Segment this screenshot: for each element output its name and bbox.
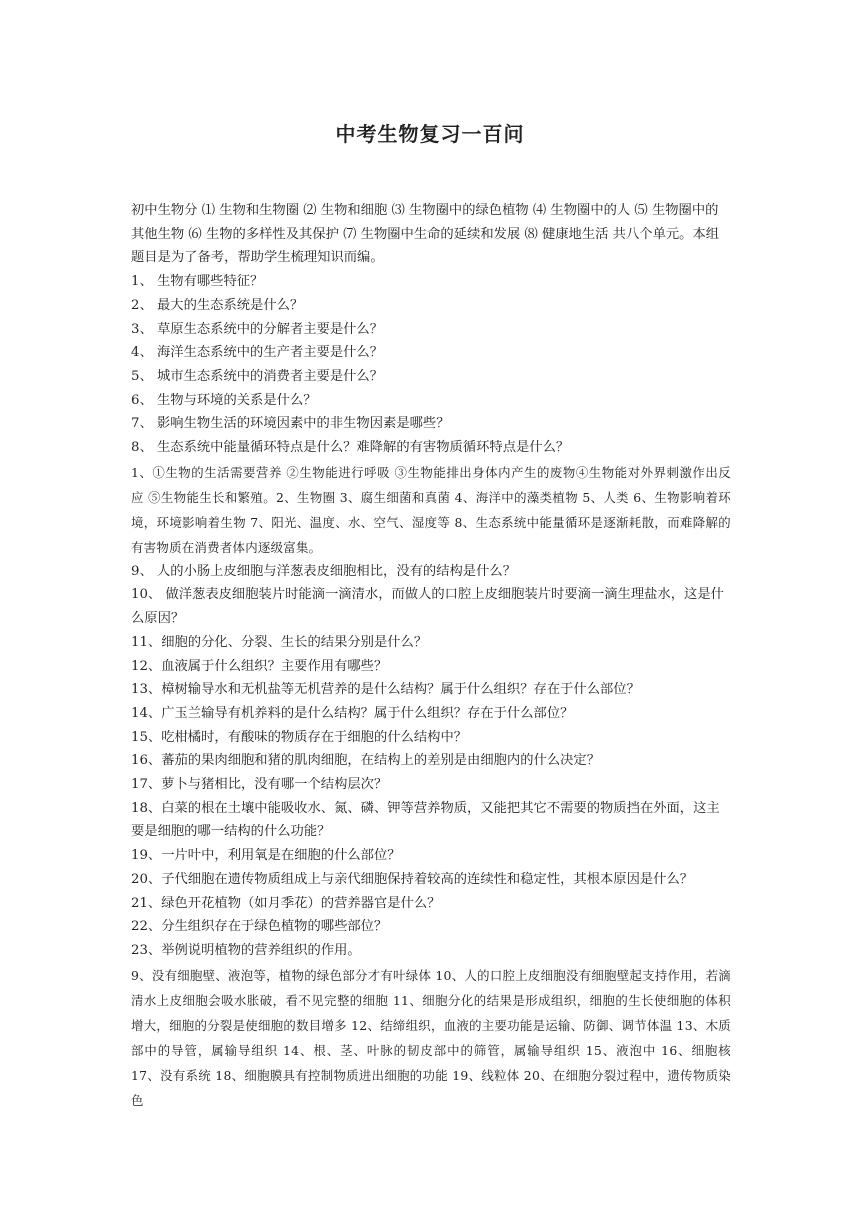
document-body (131, 199, 731, 1113)
question-line: 21、绿色开花植物（如月季花）的营养器官是什么？ (131, 895, 441, 911)
question-line: 7、 影响生物生活的环境因素中的非生物因素是哪些？ (131, 416, 450, 432)
question-line: 3、 草原生态系统中的分解者主要是什么？ (131, 321, 384, 337)
question-line: 9、 人的小肠上皮细胞与洋葱表皮细胞相比，没有的结构是什么？ (131, 563, 516, 579)
intro-paragraph: 初中生物分 ⑴ 生物和生物圈 ⑵ 生物和细胞 ⑶ 生物圈中的绿色植物 ⑷ 生物圈中的人 ⑸ 生物圈中的其他生物 ⑹ 生物的多样性及其保护 ⑺ 生物圈中生命的延续和发展 ⑻ 健康地生活 共八个单元。本组题目是为了备考，帮助学生梳理知识而编。 (131, 203, 720, 266)
page-title: 中考生物复习一百问 (335, 122, 525, 146)
question-line: 5、 城市生态系统中的消费者主要是什么？ (131, 368, 384, 384)
question-line: 12、血液属于什么组织？主要作用有哪些？ (131, 658, 388, 674)
question-line: 8、 生态系统中能量循环特点是什么？难降解的有害物质循环特点是什么？ (131, 440, 570, 456)
question-line: 14、广玉兰输导有机养料的是什么结构？属于什么组织？存在于什么部位？ (131, 705, 574, 721)
answers-paragraph: 9、没有细胞壁、液泡等，植物的绿色部分才有叶绿体 10、人的口腔上皮细胞没有细胞壁起支持作用，若滴清水上皮细胞会吸水胀破，看不见完整的细胞 11、细胞分化的结果是形成组织，细胞的生长使细胞的体积增大，细胞的分裂是使细胞的数目增多 12、结缔组织，血液的主要功能是运输、防御、调节体温 13、木质部中的导管，属输导组织 14、根、茎、叶脉的韧皮部中的筛管，属输导组织 15、液泡中 16、细胞核 17、没有系统 18、细胞膜具有控制物质进出细胞的功能 19、线粒体 20、在细胞分裂过程中，遗传物质染色 (131, 967, 731, 1108)
question-line: 19、一片叶中，利用氧是在细胞的什么部位？ (131, 848, 401, 864)
question-line: 22、分生组织存在于绿色植物的哪些部位？ (131, 919, 388, 935)
question-line: 16、蕃茄的果肉细胞和猪的肌肉细胞，在结构上的差别是由细胞内的什么决定？ (131, 753, 601, 769)
question-line: 15、吃柑橘时，有酸味的物质存在于细胞的什么结构中？ (131, 729, 468, 745)
question-line: 11、细胞的分化、分裂、生长的结果分别是什么？ (131, 634, 428, 650)
question-line: 20、子代细胞在遗传物质组成上与亲代细胞保持着较高的连续性和稳定性，其根本原因是什么？ (131, 871, 694, 887)
question-line: 18、白菜的根在土壤中能吸收水、氮、磷、钾等营养物质，又能把其它不需要的物质挡在外面，这主要是细胞的哪一结构的什么功能？ (131, 800, 720, 840)
question-line: 1、 生物有哪些特征？ (131, 274, 264, 290)
question-line: 17、萝卜与猪相比，没有哪一个结构层次？ (131, 777, 388, 793)
question-line: 2、 最大的生态系统是什么？ (131, 297, 304, 313)
answers-paragraph: 1、①生物的生活需要营养 ②生物能进行呼吸 ③生物能排出身体内产生的废物④生物能对外界刺激作出反应 ⑤生物能生长和繁殖。2、生物圈 3、腐生细菌和真菌 4、海洋中的藻类植物 5、人类 6、生物影响着环境，环境影响着生物 7、阳光、温度、水、空气、湿度等 8、生态系统中能量循环是逐渐耗散，而难降解的有害物质在消费者体内逐级富集。 (131, 464, 731, 555)
question-line: 4、 海洋生态系统中的生产者主要是什么？ (131, 345, 384, 361)
question-line: 23、举例说明植物的营养组织的作用。 (131, 942, 361, 958)
question-line: 6、 生物与环境的关系是什么？ (131, 392, 317, 408)
question-line: 13、樟树输导水和无机盐等无机营养的是什么结构？属于什么组织？存在于什么部位？ (131, 682, 640, 698)
question-line: 10、 做洋葱表皮细胞装片时能滴一滴清水，而做人的口腔上皮细胞装片时要滴一滴生理盐水，这是什么原因？ (131, 587, 724, 627)
